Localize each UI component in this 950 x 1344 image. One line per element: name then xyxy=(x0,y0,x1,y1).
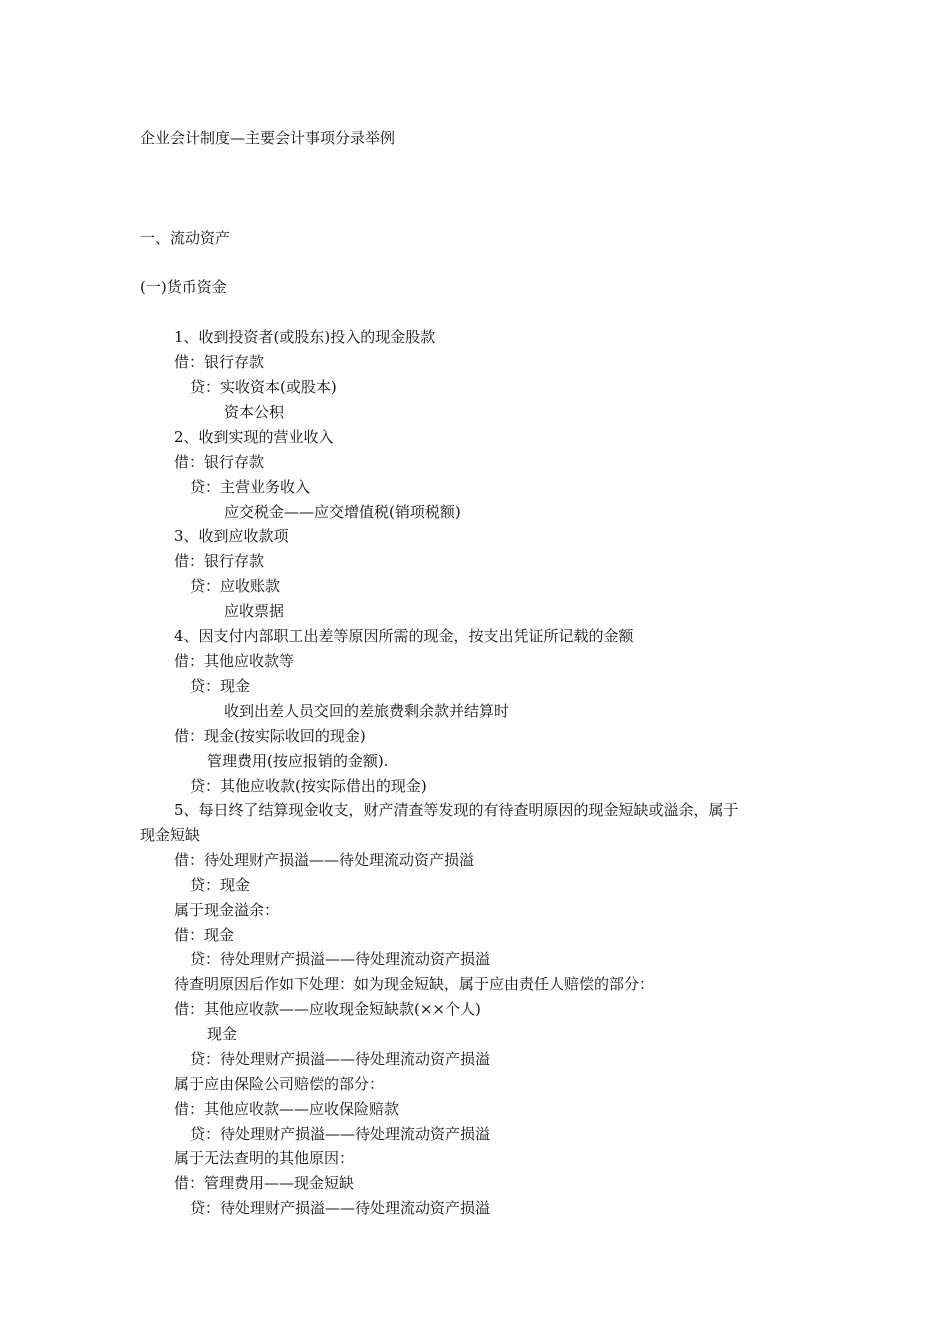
credit-line: 贷：待处理财产损溢——待处理流动资产损溢 xyxy=(190,1125,491,1143)
account-line: 现金 xyxy=(207,1025,238,1043)
entry-heading: 5、每日终了结算现金收支，财产清查等发现的有待查明原因的现金短缺或溢余，属于 xyxy=(174,801,739,819)
credit-line: 贷：应收账款 xyxy=(190,577,281,595)
subsection-heading: (一)货币资金 xyxy=(140,278,227,296)
account-line: 资本公积 xyxy=(224,403,285,421)
entry-heading-continued: 现金短缺 xyxy=(140,826,201,844)
account-line: 应收票据 xyxy=(224,602,285,620)
entry-heading: 3、收到应收款项 xyxy=(174,527,289,545)
debit-line: 借：其他应收款——应收保险赔款 xyxy=(174,1100,400,1118)
entry-heading: 2、收到实现的营业收入 xyxy=(174,428,334,446)
note-line: 收到出差人员交回的差旅费剩余款并结算时 xyxy=(224,702,510,720)
note-line: 属于应由保险公司赔偿的部分： xyxy=(174,1075,385,1093)
credit-line: 贷：其他应收款(按实际借出的现金) xyxy=(190,777,427,795)
note-line: 属于无法查明的其他原因： xyxy=(174,1149,355,1167)
credit-line: 贷：现金 xyxy=(190,876,251,894)
debit-line: 借：银行存款 xyxy=(174,552,265,570)
credit-line: 贷：实收资本(或股本) xyxy=(190,378,337,396)
credit-line: 贷：待处理财产损溢——待处理流动资产损溢 xyxy=(190,950,491,968)
credit-line: 贷：待处理财产损溢——待处理流动资产损溢 xyxy=(190,1050,491,1068)
account-line: 管理费用(按应报销的金额). xyxy=(207,752,389,770)
debit-line: 借：其他应收款等 xyxy=(174,652,295,670)
entry-heading: 4、因支付内部职工出差等原因所需的现金，按支出凭证所记载的金额 xyxy=(174,627,634,645)
debit-line: 借：银行存款 xyxy=(174,353,265,371)
entry-heading: 1、收到投资者(或股东)投入的现金股款 xyxy=(174,328,436,346)
debit-line: 借：现金 xyxy=(174,926,235,944)
document-title: 企业会计制度—主要会计事项分录举例 xyxy=(140,129,396,147)
debit-line: 借：现金(按实际收回的现金) xyxy=(174,727,366,745)
credit-line: 贷：现金 xyxy=(190,677,251,695)
credit-line: 贷：主营业务收入 xyxy=(190,478,311,496)
credit-line: 贷：待处理财产损溢——待处理流动资产损溢 xyxy=(190,1199,491,1217)
note-line: 属于现金溢余： xyxy=(174,901,280,919)
debit-line: 借：银行存款 xyxy=(174,453,265,471)
account-line: 应交税金——应交增值税(销项税额) xyxy=(224,503,461,521)
section-heading: 一、流动资产 xyxy=(140,229,231,247)
debit-line: 借：其他应收款——应收现金短缺款(××个人) xyxy=(174,1000,481,1018)
debit-line: 借：待处理财产损溢——待处理流动资产损溢 xyxy=(174,851,475,869)
note-line: 待查明原因后作如下处理：如为现金短缺，属于应由责任人赔偿的部分： xyxy=(174,975,655,993)
debit-line: 借：管理费用——现金短缺 xyxy=(174,1174,355,1192)
